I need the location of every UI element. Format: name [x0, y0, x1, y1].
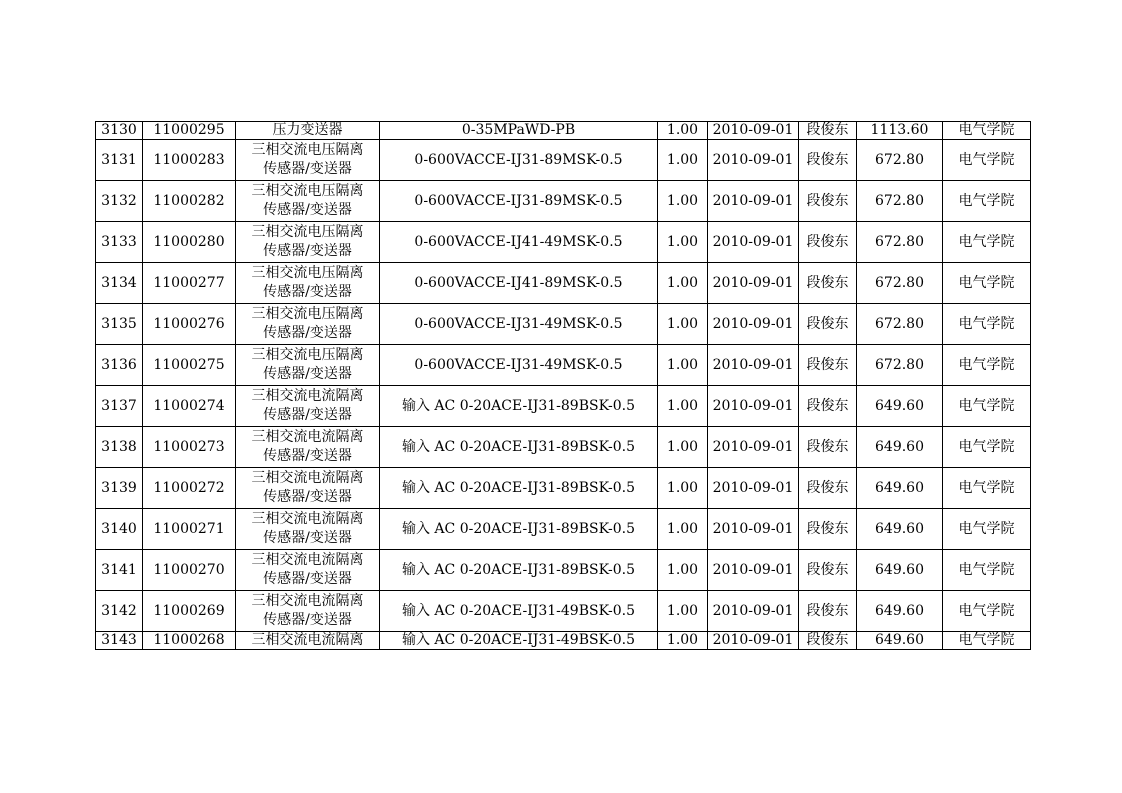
model-cell: 输入 AC 0-20ACE-IJ31-89BSK-0.5 — [380, 386, 658, 427]
date-cell: 2010-09-01 — [708, 181, 799, 222]
item-name-cell — [236, 550, 380, 591]
seq-cell: 3138 — [96, 427, 143, 468]
quantity-cell: 1.00 — [658, 427, 708, 468]
asset-number-cell: 11000272 — [143, 468, 236, 509]
seq-cell: 3135 — [96, 304, 143, 345]
model-cell: 输入 AC 0-20ACE-IJ31-89BSK-0.5 — [380, 468, 658, 509]
price-cell: 649.60 — [857, 509, 943, 550]
table-row — [96, 181, 1031, 222]
asset-number-cell: 11000269 — [143, 591, 236, 632]
date-cell: 2010-09-01 — [708, 468, 799, 509]
custodian-cell: 段俊东 — [799, 181, 857, 222]
price-cell: 649.60 — [857, 468, 943, 509]
item-name-line: 传感器/变送器 — [263, 612, 352, 628]
table-row — [96, 468, 1031, 509]
item-name-line: 三相交流电流隔离 — [251, 388, 364, 404]
item-name-line: 传感器/变送器 — [263, 407, 352, 423]
asset-number-cell: 11000295 — [143, 122, 236, 140]
table-row — [96, 345, 1031, 386]
model-cell: 输入 AC 0-20ACE-IJ31-89BSK-0.5 — [380, 550, 658, 591]
custodian-cell: 段俊东 — [799, 222, 857, 263]
item-name-cell — [236, 181, 380, 222]
item-name-cell — [236, 345, 380, 386]
quantity-cell: 1.00 — [658, 509, 708, 550]
custodian-cell: 段俊东 — [799, 550, 857, 591]
seq-cell: 3134 — [96, 263, 143, 304]
model-cell: 0-35MPaWD-PB — [380, 122, 658, 140]
custodian-cell: 段俊东 — [799, 386, 857, 427]
item-name-line: 三相交流电压隔离 — [251, 142, 364, 158]
price-cell: 649.60 — [857, 550, 943, 591]
custodian-cell: 段俊东 — [799, 304, 857, 345]
table-row — [96, 632, 1031, 650]
item-name-line: 传感器/变送器 — [263, 571, 352, 587]
price-cell: 649.60 — [857, 632, 943, 650]
table-row — [96, 222, 1031, 263]
item-name-cell — [236, 468, 380, 509]
asset-number-cell: 11000275 — [143, 345, 236, 386]
quantity-cell: 1.00 — [658, 550, 708, 591]
date-cell: 2010-09-01 — [708, 140, 799, 181]
asset-number-cell: 11000274 — [143, 386, 236, 427]
quantity-cell: 1.00 — [658, 632, 708, 650]
item-name-line: 传感器/变送器 — [263, 202, 352, 218]
asset-number-cell: 11000282 — [143, 181, 236, 222]
item-name-line: 三相交流电压隔离 — [251, 306, 364, 322]
table-row — [96, 263, 1031, 304]
custodian-cell: 段俊东 — [799, 632, 857, 650]
quantity-cell: 1.00 — [658, 222, 708, 263]
asset-number-cell: 11000268 — [143, 632, 236, 650]
department-cell: 电气学院 — [943, 122, 1031, 140]
department-cell: 电气学院 — [943, 263, 1031, 304]
custodian-cell: 段俊东 — [799, 345, 857, 386]
quantity-cell: 1.00 — [658, 304, 708, 345]
item-name-cell — [236, 427, 380, 468]
model-cell: 0-600VACCE-IJ31-89MSK-0.5 — [380, 140, 658, 181]
table-body — [96, 122, 1031, 650]
table-row — [96, 122, 1031, 140]
department-cell: 电气学院 — [943, 304, 1031, 345]
item-name-line: 传感器/变送器 — [263, 161, 352, 177]
price-cell: 672.80 — [857, 345, 943, 386]
custodian-cell: 段俊东 — [799, 122, 857, 140]
item-name-cell — [236, 386, 380, 427]
department-cell: 电气学院 — [943, 386, 1031, 427]
asset-number-cell: 11000271 — [143, 509, 236, 550]
price-cell: 1113.60 — [857, 122, 943, 140]
seq-cell: 3130 — [96, 122, 143, 140]
asset-number-cell: 11000283 — [143, 140, 236, 181]
item-name-line: 传感器/变送器 — [263, 243, 352, 259]
item-name-line: 三相交流电流隔离 — [251, 632, 364, 648]
item-name-line: 三相交流电压隔离 — [251, 265, 364, 281]
seq-cell: 3133 — [96, 222, 143, 263]
model-cell: 0-600VACCE-IJ41-49MSK-0.5 — [380, 222, 658, 263]
price-cell: 672.80 — [857, 140, 943, 181]
item-name-cell — [236, 591, 380, 632]
item-name-line: 三相交流电压隔离 — [251, 347, 364, 363]
item-name-line: 传感器/变送器 — [263, 284, 352, 300]
item-name-line: 三相交流电流隔离 — [251, 429, 364, 445]
item-name-line: 三相交流电流隔离 — [251, 511, 364, 527]
model-cell: 0-600VACCE-IJ31-49MSK-0.5 — [380, 345, 658, 386]
table-row — [96, 550, 1031, 591]
asset-number-cell: 11000280 — [143, 222, 236, 263]
table-row — [96, 427, 1031, 468]
item-name-line: 传感器/变送器 — [263, 530, 352, 546]
date-cell: 2010-09-01 — [708, 632, 799, 650]
item-name-line: 三相交流电流隔离 — [251, 470, 364, 486]
seq-cell: 3139 — [96, 468, 143, 509]
table-row — [96, 386, 1031, 427]
department-cell: 电气学院 — [943, 591, 1031, 632]
quantity-cell: 1.00 — [658, 591, 708, 632]
quantity-cell: 1.00 — [658, 468, 708, 509]
date-cell: 2010-09-01 — [708, 591, 799, 632]
quantity-cell: 1.00 — [658, 386, 708, 427]
quantity-cell: 1.00 — [658, 140, 708, 181]
department-cell: 电气学院 — [943, 181, 1031, 222]
item-name-cell — [236, 222, 380, 263]
item-name-cell — [236, 263, 380, 304]
asset-table — [95, 121, 1031, 650]
seq-cell: 3132 — [96, 181, 143, 222]
item-name-cell — [236, 122, 380, 140]
seq-cell: 3141 — [96, 550, 143, 591]
quantity-cell: 1.00 — [658, 263, 708, 304]
item-name-line: 传感器/变送器 — [263, 448, 352, 464]
model-cell: 输入 AC 0-20ACE-IJ31-49BSK-0.5 — [380, 591, 658, 632]
department-cell: 电气学院 — [943, 632, 1031, 650]
department-cell: 电气学院 — [943, 427, 1031, 468]
department-cell: 电气学院 — [943, 550, 1031, 591]
table-row — [96, 591, 1031, 632]
seq-cell: 3136 — [96, 345, 143, 386]
item-name-line: 三相交流电压隔离 — [251, 183, 364, 199]
item-name-line: 传感器/变送器 — [263, 325, 352, 341]
model-cell: 输入 AC 0-20ACE-IJ31-49BSK-0.5 — [380, 632, 658, 650]
date-cell: 2010-09-01 — [708, 345, 799, 386]
custodian-cell: 段俊东 — [799, 140, 857, 181]
price-cell: 649.60 — [857, 386, 943, 427]
item-name-line: 三相交流电流隔离 — [251, 552, 364, 568]
model-cell: 0-600VACCE-IJ41-89MSK-0.5 — [380, 263, 658, 304]
date-cell: 2010-09-01 — [708, 509, 799, 550]
date-cell: 2010-09-01 — [708, 427, 799, 468]
date-cell: 2010-09-01 — [708, 122, 799, 140]
seq-cell: 3143 — [96, 632, 143, 650]
item-name-line: 传感器/变送器 — [263, 366, 352, 382]
item-name-line: 三相交流电压隔离 — [251, 224, 364, 240]
seq-cell: 3137 — [96, 386, 143, 427]
custodian-cell: 段俊东 — [799, 468, 857, 509]
department-cell: 电气学院 — [943, 222, 1031, 263]
price-cell: 649.60 — [857, 427, 943, 468]
custodian-cell: 段俊东 — [799, 591, 857, 632]
price-cell: 672.80 — [857, 181, 943, 222]
custodian-cell: 段俊东 — [799, 263, 857, 304]
item-name-cell — [236, 632, 380, 650]
price-cell: 649.60 — [857, 591, 943, 632]
model-cell: 0-600VACCE-IJ31-49MSK-0.5 — [380, 304, 658, 345]
price-cell: 672.80 — [857, 222, 943, 263]
item-name-cell — [236, 140, 380, 181]
custodian-cell: 段俊东 — [799, 509, 857, 550]
price-cell: 672.80 — [857, 263, 943, 304]
item-name-line: 压力变送器 — [272, 122, 343, 138]
table-row — [96, 140, 1031, 181]
quantity-cell: 1.00 — [658, 122, 708, 140]
price-cell: 672.80 — [857, 304, 943, 345]
seq-cell: 3131 — [96, 140, 143, 181]
custodian-cell: 段俊东 — [799, 427, 857, 468]
seq-cell: 3142 — [96, 591, 143, 632]
asset-number-cell: 11000276 — [143, 304, 236, 345]
item-name-line: 三相交流电流隔离 — [251, 593, 364, 609]
table-row — [96, 304, 1031, 345]
model-cell: 输入 AC 0-20ACE-IJ31-89BSK-0.5 — [380, 509, 658, 550]
department-cell: 电气学院 — [943, 345, 1031, 386]
seq-cell: 3140 — [96, 509, 143, 550]
date-cell: 2010-09-01 — [708, 304, 799, 345]
asset-number-cell: 11000277 — [143, 263, 236, 304]
date-cell: 2010-09-01 — [708, 222, 799, 263]
item-name-cell — [236, 509, 380, 550]
asset-number-cell: 11000270 — [143, 550, 236, 591]
model-cell: 输入 AC 0-20ACE-IJ31-89BSK-0.5 — [380, 427, 658, 468]
department-cell: 电气学院 — [943, 140, 1031, 181]
department-cell: 电气学院 — [943, 509, 1031, 550]
model-cell: 0-600VACCE-IJ31-89MSK-0.5 — [380, 181, 658, 222]
quantity-cell: 1.00 — [658, 181, 708, 222]
date-cell: 2010-09-01 — [708, 386, 799, 427]
item-name-line: 传感器/变送器 — [263, 489, 352, 505]
department-cell: 电气学院 — [943, 468, 1031, 509]
asset-number-cell: 11000273 — [143, 427, 236, 468]
date-cell: 2010-09-01 — [708, 550, 799, 591]
table-row — [96, 509, 1031, 550]
date-cell: 2010-09-01 — [708, 263, 799, 304]
item-name-cell — [236, 304, 380, 345]
quantity-cell: 1.00 — [658, 345, 708, 386]
